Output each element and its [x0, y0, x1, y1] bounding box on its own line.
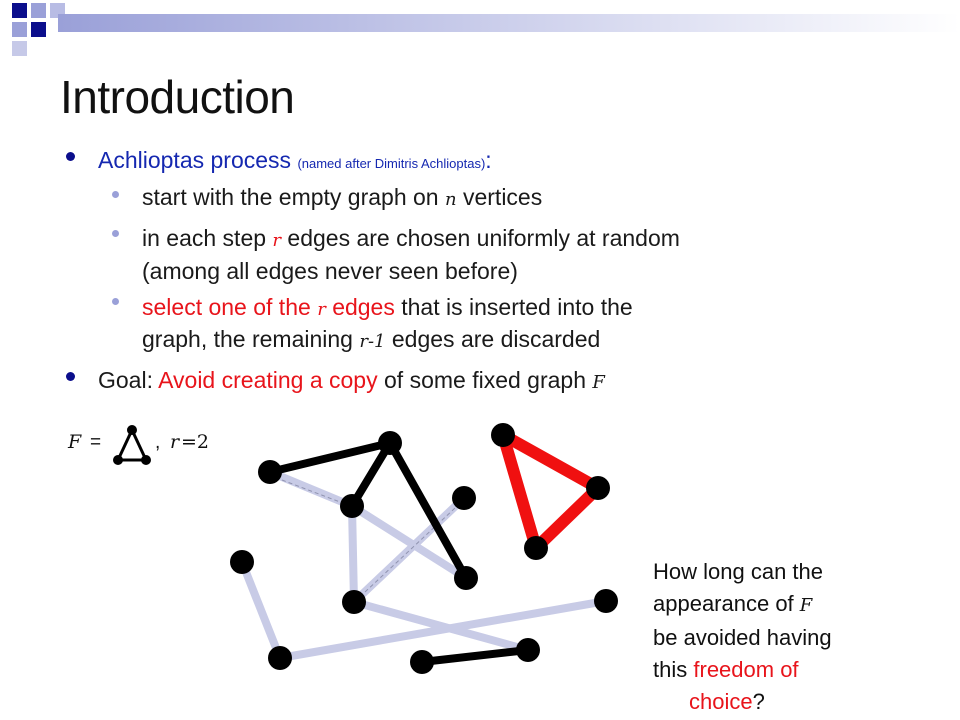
red-triangle-edges — [503, 435, 598, 548]
bullet-text-red: Avoid creating a copy — [158, 367, 378, 393]
question-line: How long can the — [653, 559, 823, 584]
vertex — [454, 566, 478, 590]
vertex — [268, 646, 292, 670]
vertex — [342, 590, 366, 614]
bullet-text: of some fixed graph — [384, 367, 587, 393]
formula-comma: , — [155, 432, 161, 453]
discarded-edge — [352, 506, 354, 602]
math-var: F — [592, 372, 605, 393]
bullet-text: vertices — [462, 184, 543, 210]
bullet-text: that is inserted into the — [401, 294, 633, 320]
vertex — [378, 431, 402, 455]
sub-bullet-each-step-line2: (among all edges never seen before) — [142, 258, 518, 284]
bullet-text: start with the empty graph on — [142, 184, 439, 210]
triangle-icon — [113, 425, 151, 465]
bullet-text-red: edges — [332, 294, 395, 320]
question-text-red: choice — [689, 689, 753, 714]
bullet-text: graph, the remaining — [142, 326, 353, 352]
question-text: appearance of — [653, 591, 794, 616]
question-text: ? — [752, 689, 765, 714]
discarded-edge — [270, 472, 352, 506]
bullet-note: (named after Dimitris Achlioptas) — [297, 156, 486, 171]
vertex — [410, 650, 434, 674]
question-line: be avoided having — [653, 625, 832, 650]
slide-title: Introduction — [60, 71, 295, 123]
closing-question — [653, 556, 832, 718]
formula-r-var: r — [170, 431, 180, 453]
bullet-colon: : — [485, 147, 492, 173]
vertex — [586, 476, 610, 500]
selected-edge — [422, 650, 528, 662]
question-line — [653, 686, 832, 718]
vertex — [340, 494, 364, 518]
math-var: r-1 — [359, 331, 386, 352]
math-var: F — [799, 595, 813, 616]
bullet-text: in each step — [142, 225, 267, 251]
vertex — [491, 423, 515, 447]
selected-edges — [270, 443, 528, 662]
bullet-text: Achlioptas process — [98, 147, 292, 173]
bullet-text-red: select one of the — [142, 294, 311, 320]
math-var: n — [445, 189, 457, 210]
bullet-text: edges are discarded — [391, 326, 601, 352]
vertex — [452, 486, 476, 510]
bullet-text: Goal: — [98, 367, 153, 393]
vertex — [594, 589, 618, 613]
bullet-text: edges are chosen uniformly at random — [287, 225, 680, 251]
vertex — [524, 536, 548, 560]
discarded-edge — [280, 601, 606, 658]
vertex — [516, 638, 540, 662]
formula-equals: = — [90, 432, 102, 453]
question-text-red: freedom of — [693, 657, 799, 682]
red-edge — [536, 488, 598, 548]
question-line — [653, 588, 832, 622]
question-line — [653, 654, 832, 686]
formula-f-var: F — [68, 431, 82, 453]
math-var: r — [317, 299, 326, 320]
discarded-edge — [242, 562, 280, 658]
math-var: r — [272, 230, 282, 251]
vertex — [230, 550, 254, 574]
vertex — [258, 460, 282, 484]
question-text: this — [653, 657, 688, 682]
formula-r-value: =2 — [181, 431, 210, 453]
